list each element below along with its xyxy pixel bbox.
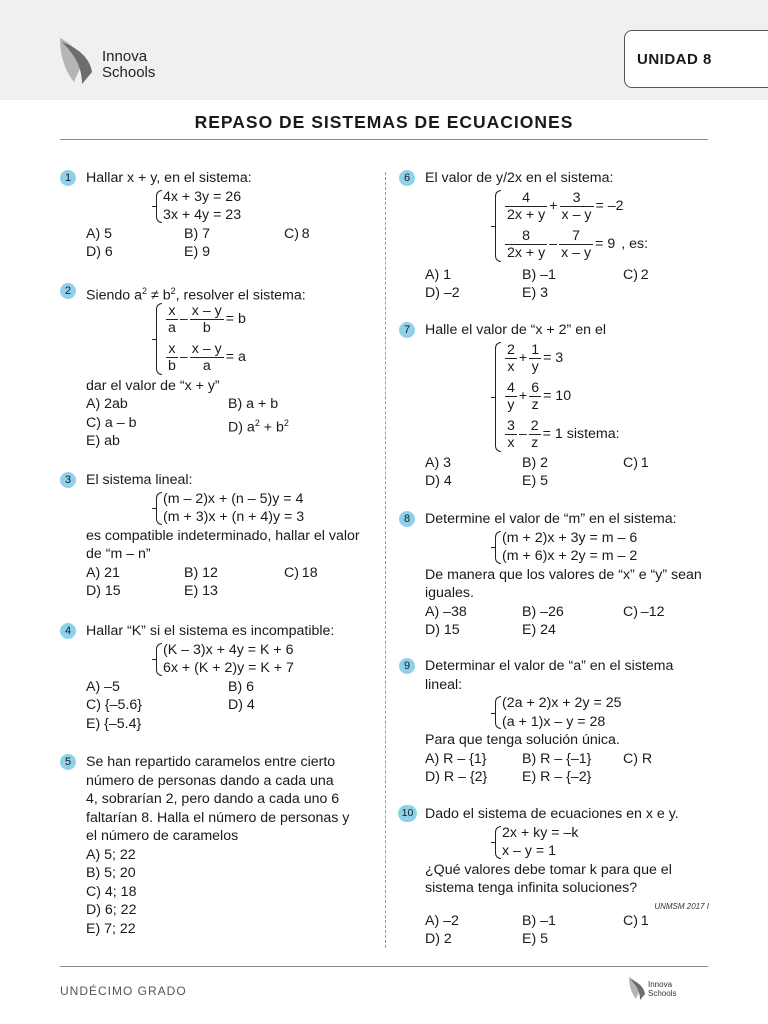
numerator: 3 <box>560 190 594 207</box>
option-a: A) –5 <box>86 678 120 695</box>
q3-system <box>156 490 370 527</box>
q9-options-row1 <box>425 750 709 769</box>
option-d: D) 6; 22 <box>86 902 137 918</box>
question-number-2: 2 <box>60 283 76 299</box>
brace <box>156 190 162 223</box>
numerator: 7 <box>559 228 593 245</box>
option-e: E) 5 <box>522 473 549 489</box>
option-d: D) 6 <box>86 244 113 260</box>
rhs: = 10 <box>543 388 572 405</box>
denominator: 2x + y <box>507 207 546 223</box>
option-a: A) 2ab <box>86 396 128 412</box>
q9-system <box>495 694 709 731</box>
numerator: 4 <box>505 190 547 207</box>
sup: 2 <box>170 286 176 296</box>
q8-options-row2 <box>425 621 709 640</box>
option-e: E) 9 <box>184 244 211 260</box>
option-d-pre: D) a <box>228 419 255 436</box>
q7-options-row2 <box>425 472 709 491</box>
option-b: B) 12 <box>184 564 218 581</box>
q1-system <box>156 188 370 225</box>
question-8 <box>425 510 709 640</box>
fraction <box>505 418 517 451</box>
rhs: = a <box>225 349 246 366</box>
brace <box>495 531 501 564</box>
option-e: E) ab <box>86 433 120 449</box>
q6-system <box>495 188 709 264</box>
question-number-6: 6 <box>399 170 415 186</box>
denominator: x <box>507 435 515 451</box>
q10-options-row1 <box>425 912 709 931</box>
question-5 <box>86 753 370 938</box>
numerator: 2 <box>507 342 515 358</box>
option-e: E) {–5.4} <box>86 715 142 732</box>
brand-line-1: Innova <box>102 48 148 65</box>
q10-text: Dado el sistema de ecuaciones en x e y. <box>425 806 679 822</box>
option-b: B) –26 <box>522 603 564 620</box>
numerator: x – y <box>191 303 222 319</box>
option-d: D) 15 <box>425 622 460 638</box>
question-number-9: 9 <box>399 658 415 674</box>
denominator: z <box>531 397 539 413</box>
q2-options-row2 <box>86 414 370 436</box>
denominator: a <box>168 320 176 336</box>
question-7 <box>425 321 709 491</box>
footer-logo-icon <box>628 976 648 1002</box>
footer-grade: UNDÉCIMO GRADO <box>60 984 187 998</box>
option-b: B) 7 <box>184 225 211 242</box>
q6-eq1 <box>495 188 709 226</box>
q1-eq1: 4x + 3y = 26 <box>163 188 242 205</box>
option-a: A) –2 <box>425 912 459 929</box>
rhs: = 3 <box>543 350 564 367</box>
fraction <box>505 342 517 375</box>
question-6 <box>425 169 709 303</box>
q10-system <box>495 824 709 861</box>
q8-eq1: (m + 2)x + 3y = m – 6 <box>502 529 638 546</box>
q9-options-row2 <box>425 768 709 787</box>
brace <box>495 826 501 859</box>
denominator: b <box>202 320 211 336</box>
q10-eq1: 2x + ky = –k <box>502 824 579 841</box>
question-number-3: 3 <box>60 472 76 488</box>
q2-text-mid: ≠ b <box>147 287 171 304</box>
sup: 2 <box>142 286 148 296</box>
q7-text: Halle el valor de “x + 2” en el <box>425 322 606 338</box>
operator: – <box>518 426 527 443</box>
brace <box>156 643 162 676</box>
footer-brand-line-1: Innova <box>648 980 673 989</box>
fraction <box>560 190 594 223</box>
option-e: E) 3 <box>522 285 549 301</box>
option-d-mid: + b <box>259 419 284 436</box>
option-c: C) 1 <box>623 454 649 471</box>
q2-text-pre: Siendo a <box>86 287 143 304</box>
q3-eq1: (m – 2)x + (n – 5)y = 4 <box>163 490 304 507</box>
brand-line-2: Schools <box>102 64 156 81</box>
q3-line2: de “m – n” <box>86 546 151 562</box>
numerator: x <box>166 303 178 320</box>
option-c: C) a – b <box>86 414 137 431</box>
option-d: D) 4 <box>228 697 255 713</box>
option-c: C) 8 <box>284 225 310 242</box>
fraction <box>190 303 224 336</box>
q6-text: El valor de y/2x en el sistema: <box>425 170 614 186</box>
q6-eq2 <box>495 226 709 264</box>
q7-eq3 <box>495 416 709 454</box>
numerator: 2 <box>530 418 539 434</box>
q5-line3: 4, sobrarían 2, pero dando a cada uno 6 <box>86 791 340 807</box>
denominator: y <box>531 359 539 375</box>
option-d: D) R – {2} <box>425 769 488 785</box>
fraction <box>166 303 178 336</box>
question-2 <box>86 282 370 451</box>
rhs: = b <box>225 311 246 328</box>
unit-label: UNIDAD 8 <box>637 51 712 68</box>
q1-text: Hallar x + y, en el sistema: <box>86 170 252 186</box>
numerator: 8 <box>505 228 547 245</box>
q3-line1: es compatible indeterminado, hallar el valor <box>86 527 360 544</box>
denominator: z <box>531 435 539 451</box>
option-b: B) 2 <box>522 454 549 471</box>
option-b: B) –1 <box>522 266 556 283</box>
q5-line1: Se han repartido caramelos entre cierto <box>86 754 336 770</box>
q8-system <box>495 529 709 566</box>
fraction <box>166 341 178 374</box>
operator: – <box>179 311 188 328</box>
option-e: E) 24 <box>522 622 556 638</box>
operator: – <box>179 349 188 366</box>
option-c: C) 4; 18 <box>86 883 137 900</box>
numerator: x <box>166 341 178 358</box>
q10-line2: sistema tenga infinita soluciones? <box>425 880 638 896</box>
q5-line5: el número de caramelos <box>86 828 239 844</box>
q4-options-row1 <box>86 678 370 697</box>
option-e: E) 7; 22 <box>86 920 136 937</box>
option-c: C) 2 <box>623 266 649 283</box>
option-a: A) 21 <box>86 564 120 581</box>
q6-options-row1 <box>425 266 709 285</box>
question-number-7: 7 <box>399 322 415 338</box>
question-number-10: 10 <box>398 805 417 822</box>
option-c: C) {–5.6} <box>86 697 143 713</box>
q3-text: El sistema lineal: <box>86 472 193 488</box>
q3-eq2: (m + 3)x + (n + 4)y = 3 <box>163 509 305 525</box>
q4-options-row2 <box>86 696 370 715</box>
fraction <box>190 341 224 374</box>
fraction <box>505 190 547 223</box>
q2-text-post: , resolver el sistema: <box>175 287 306 304</box>
q8-line2: iguales. <box>425 585 474 601</box>
unit-box <box>624 30 768 88</box>
option-b: B) a + b <box>228 396 279 412</box>
numerator: x – y <box>191 341 222 357</box>
q4-options-row3 <box>86 715 370 734</box>
q3-options-row2 <box>86 582 370 601</box>
q7-system <box>495 340 709 454</box>
logo-text <box>102 49 155 81</box>
q9-line1: Determinar el valor de “a” en el sistema <box>425 658 674 674</box>
option-a: A) –38 <box>425 603 467 620</box>
option-a: A) 5 <box>86 225 113 242</box>
denominator: x – y <box>561 245 592 261</box>
rhs: = 1 sistema: <box>542 426 620 443</box>
q10-source-row <box>425 898 709 912</box>
rhs: = –2 <box>595 198 624 215</box>
q4-eq2: 6x + (K + 2)y = K + 7 <box>163 660 294 676</box>
fraction <box>505 228 547 261</box>
footer-brand-line-2: Schools <box>648 989 677 998</box>
numerator: 3 <box>507 418 515 434</box>
q9-eq2: (a + 1)x – y = 28 <box>502 713 606 730</box>
option-d: D) 2 <box>425 931 452 947</box>
q5-line2: número de personas dando a cada una <box>86 772 334 789</box>
brace <box>495 190 501 262</box>
operator: + <box>518 350 528 367</box>
numerator: 1 <box>531 342 540 358</box>
fraction <box>529 418 541 451</box>
innova-logo <box>58 36 178 88</box>
numerator: 6 <box>531 380 540 396</box>
q10-eq2: x – y = 1 <box>502 843 557 859</box>
denominator: x – y <box>561 207 592 223</box>
option-c: C) 18 <box>284 564 318 581</box>
q8-text: Determine el valor de “m” en el sistema: <box>425 511 677 527</box>
question-number-1: 1 <box>60 170 76 186</box>
column-divider <box>385 172 386 948</box>
q7-options-row1 <box>425 454 709 473</box>
option-a: A) R – {1} <box>425 750 487 767</box>
option-b: B) –1 <box>522 912 556 929</box>
title-rule <box>60 139 708 140</box>
sup: 2 <box>283 417 289 428</box>
innova-logo-icon <box>58 36 98 88</box>
option-e: E) R – {–2} <box>522 769 592 785</box>
option-a: A) 5; 22 <box>86 846 136 863</box>
q2-options-row1 <box>86 395 370 414</box>
q2-ask: dar el valor de “x + y” <box>86 377 220 394</box>
denominator: y <box>507 397 515 413</box>
footer-rule <box>60 966 708 967</box>
denominator: b <box>168 358 176 374</box>
question-number-4: 4 <box>60 623 76 639</box>
denominator: 2x + y <box>507 245 546 261</box>
brace <box>495 696 501 729</box>
question-4 <box>86 622 370 733</box>
footer-logo-text <box>648 980 676 998</box>
option-d: D) –2 <box>425 285 460 301</box>
operator: + <box>549 198 558 215</box>
sup: 2 <box>254 417 260 428</box>
q6-options-row2 <box>425 284 709 303</box>
q1-eq2: 3x + 4y = 23 <box>163 207 242 223</box>
fraction <box>529 342 541 375</box>
q2-eq2 <box>156 339 370 377</box>
option-c: C) –12 <box>623 603 665 620</box>
option-d: D) 15 <box>86 583 121 599</box>
fraction <box>505 380 517 413</box>
operator: + <box>518 388 528 405</box>
q8-eq2: (m + 6)x + 2y = m – 2 <box>502 548 638 564</box>
q2-system <box>156 301 370 377</box>
q2-text <box>86 282 370 304</box>
numerator: 4 <box>507 380 515 396</box>
q8-line1: De manera que los valores de “x” e “y” sean <box>425 566 702 583</box>
footer-logo <box>628 976 698 1004</box>
q9-ask: Para que tenga solución única. <box>425 732 620 748</box>
option-b: B) 5; 20 <box>86 865 136 881</box>
question-number-5: 5 <box>60 754 76 770</box>
q1-options-row1 <box>86 225 370 244</box>
q1-options-row2 <box>86 243 370 262</box>
source-note: UNMSM 2017 I <box>654 901 709 911</box>
page-title: REPASO DE SISTEMAS DE ECUACIONES <box>194 112 574 132</box>
option-e: E) 13 <box>184 583 218 599</box>
q10-line1: ¿Qué valores debe tomar k para que el <box>425 861 672 878</box>
option-c: C) 1 <box>623 912 649 929</box>
q4-text: Hallar “K” si el sistema es incompatible: <box>86 623 335 639</box>
option-e: E) 5 <box>522 931 549 947</box>
q3-options-row1 <box>86 564 370 583</box>
q7-eq2 <box>495 378 709 416</box>
operator: – <box>549 236 558 253</box>
rhs: = 9 <box>595 236 616 253</box>
question-10 <box>425 805 709 949</box>
q9-eq1: (2a + 2)x + 2y = 25 <box>502 695 622 711</box>
fraction <box>559 228 593 261</box>
option-a: A) 1 <box>425 266 452 283</box>
brace <box>495 342 501 452</box>
question-9 <box>425 657 709 787</box>
question-1 <box>86 169 370 262</box>
option-b: B) 6 <box>228 678 255 695</box>
q5-line4: faltarían 8. Halla el número de personas y <box>86 809 350 826</box>
q4-eq1: (K – 3)x + 4y = K + 6 <box>163 641 294 658</box>
q2-eq1 <box>156 301 370 339</box>
q8-options-row1 <box>425 603 709 622</box>
brace <box>156 303 162 375</box>
q6-es: , es: <box>621 236 649 253</box>
fraction <box>529 380 541 413</box>
q7-eq1 <box>495 340 709 378</box>
option-c: C) R <box>623 750 653 767</box>
option-a: A) 3 <box>425 454 452 471</box>
q4-system <box>156 641 370 678</box>
question-3 <box>86 471 370 601</box>
option-b: B) R – {–1} <box>522 750 592 767</box>
denominator: a <box>202 358 211 374</box>
q2-options-row3 <box>86 432 370 451</box>
denominator: x <box>507 359 515 375</box>
question-number-8: 8 <box>399 511 415 527</box>
option-d: D) 4 <box>425 473 452 489</box>
q9-line2: lineal: <box>425 676 463 693</box>
brace <box>156 492 162 525</box>
q10-options-row2 <box>425 930 709 949</box>
